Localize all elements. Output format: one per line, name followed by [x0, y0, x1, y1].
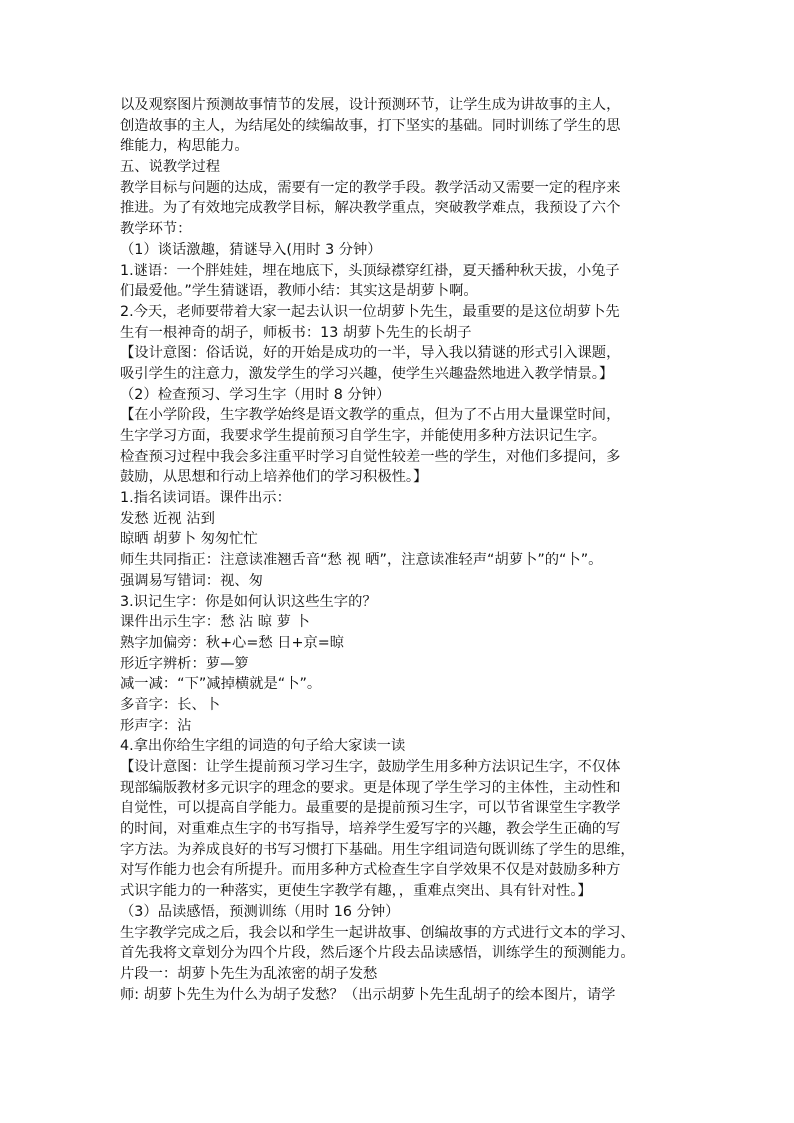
- subsection-heading: （1）谈话激趣，猜谜导入(用时 3 分钟）: [120, 241, 382, 258]
- text-line: 1.谜语：一个胖娃娃，埋在地底下，头顶绿襟穿红褂，夏天播种秋天拔，小兔子: [120, 262, 620, 279]
- text-line: 对写作能力也会有所提升。而用多种方式检查生字自学效果不仅是对鼓励多种方: [120, 862, 621, 879]
- text-line: 【设计意图：让学生提前预习学习生字，鼓励学生用多种方法识记生字，不仅体: [120, 759, 621, 775]
- text-line: 推进。为了有效地完成教学目标，解决教学重点，突破教学难点，我预设了六个: [120, 200, 621, 217]
- text-line: 形近字辨析：萝—箩: [120, 655, 249, 672]
- text-line: 的时间，对重难点生字的书写指导，培养学生爱写字的兴趣，教会学生正确的写: [120, 821, 621, 838]
- text-line: 生字教学完成之后，我会以和学生一起讲故事、创编故事的方式进行文本的学习、: [120, 924, 635, 941]
- text-line: 【在小学阶段，生字教学始终是语文教学的重点，但为了不占用大量课堂时间，: [120, 407, 621, 424]
- text-line: 生字学习方面，我要求学生提前预习自学生字，并能使用多种方法识记生字。: [120, 428, 607, 444]
- text-line: 3.识记生字：你是如何认识这些生字的？: [120, 593, 377, 610]
- text-line: 1.指名读词语。课件出示：: [120, 490, 291, 507]
- text-line: 维能力，构思能力。: [120, 138, 249, 155]
- text-line: 现部编版教材多元识字的理念的要求。更是体现了学生学习的主体性，主动性和: [120, 779, 621, 796]
- text-line: 首先我将文章划分为四个片段，然后逐个片段去品读感悟，训练学生的预测能力。: [120, 945, 635, 962]
- text-line: 师生共同指正：注意读准翘舌音“愁 视 晒”，注意读准轻声“胡萝卜”的“卜”。: [120, 552, 603, 569]
- text-line: 发愁 近视 沾到: [120, 510, 215, 527]
- text-line: 片段一：胡萝卜先生为乱浓密的胡子发愁: [120, 965, 378, 982]
- text-line: 们最爱他。”学生猜谜语，教师小结：其实这是胡萝卜啊。: [120, 283, 478, 300]
- document-page: [120, 95, 690, 1005]
- text-line: 检查预习过程中我会多注重平时学习自觉性较差一些的学生，对他们多提问，多: [120, 448, 621, 465]
- subsection-heading: （3）品读感悟，预测训练（用时 16 分钟）: [120, 903, 400, 920]
- text-line: 创造故事的主人，为结尾处的续编故事，打下坚实的基础。同时训练了学生的思: [120, 117, 621, 134]
- text-line: 字方法。为养成良好的书写习惯打下基础。用生字组词造句既训练了学生的思维，: [120, 841, 635, 858]
- text-line: 强调易写错词：视、匆: [120, 572, 263, 589]
- text-line: 减一减：“下”减掉横就是“卜”。: [120, 676, 322, 693]
- section-heading: 五、说教学过程: [120, 159, 221, 176]
- text-line: 熟字加偏旁：秋+心=愁 日+京=晾: [120, 634, 345, 651]
- text-line: 生有一根神奇的胡子，师板书：13 胡萝卜先生的长胡子: [120, 324, 472, 341]
- text-line: 教学目标与问题的达成，需要有一定的教学手段。教学活动又需要一定的程序来: [120, 179, 621, 196]
- text-line: 4.拿出你给生字组的词造的句子给大家读一读: [120, 738, 406, 755]
- text-line: 形声字：沾: [120, 717, 192, 734]
- text-line: 式识字能力的一种落实，更使生字教学有趣，，重难点突出、具有针对性。】: [120, 883, 592, 900]
- text-line: 吸引学生的注意力，激发学生的学习兴趣，使学生兴趣盎然地进入教学情景。】: [120, 365, 614, 382]
- subsection-heading: （2）检查预习、学习生字（用时 8 分钟）: [120, 386, 391, 403]
- text-line: 以及观察图片预测故事情节的发展，设计预测环节，让学生成为讲故事的主人，: [120, 97, 621, 113]
- text-line: 多音字：长、卜: [120, 696, 221, 713]
- text-line: 2.今天，老师要带着大家一起去认识一位胡萝卜先生，最重要的是这位胡萝卜先: [120, 303, 620, 320]
- text-line: 教学环节：: [120, 221, 192, 238]
- text-line: 【设计意图：俗话说，好的开始是成功的一半，导入我以猜谜的形式引入课题，: [120, 345, 621, 362]
- text-line: 鼓励，从思想和行动上培养他们的学习积极性。】: [120, 469, 428, 486]
- text-line: 师: 胡萝卜先生为什么为胡子发愁？（出示胡萝卜先生乱胡子的绘本图片，请学: [120, 986, 616, 1003]
- text-line: 晾晒 胡萝卜 匆匆忙忙: [120, 531, 258, 548]
- text-line: 课件出示生字：愁 沾 晾 萝 卜: [120, 614, 310, 631]
- text-line: 自觉性，可以提高自学能力。最重要的是提前预习生字，可以节省课堂生字教学: [120, 800, 621, 817]
